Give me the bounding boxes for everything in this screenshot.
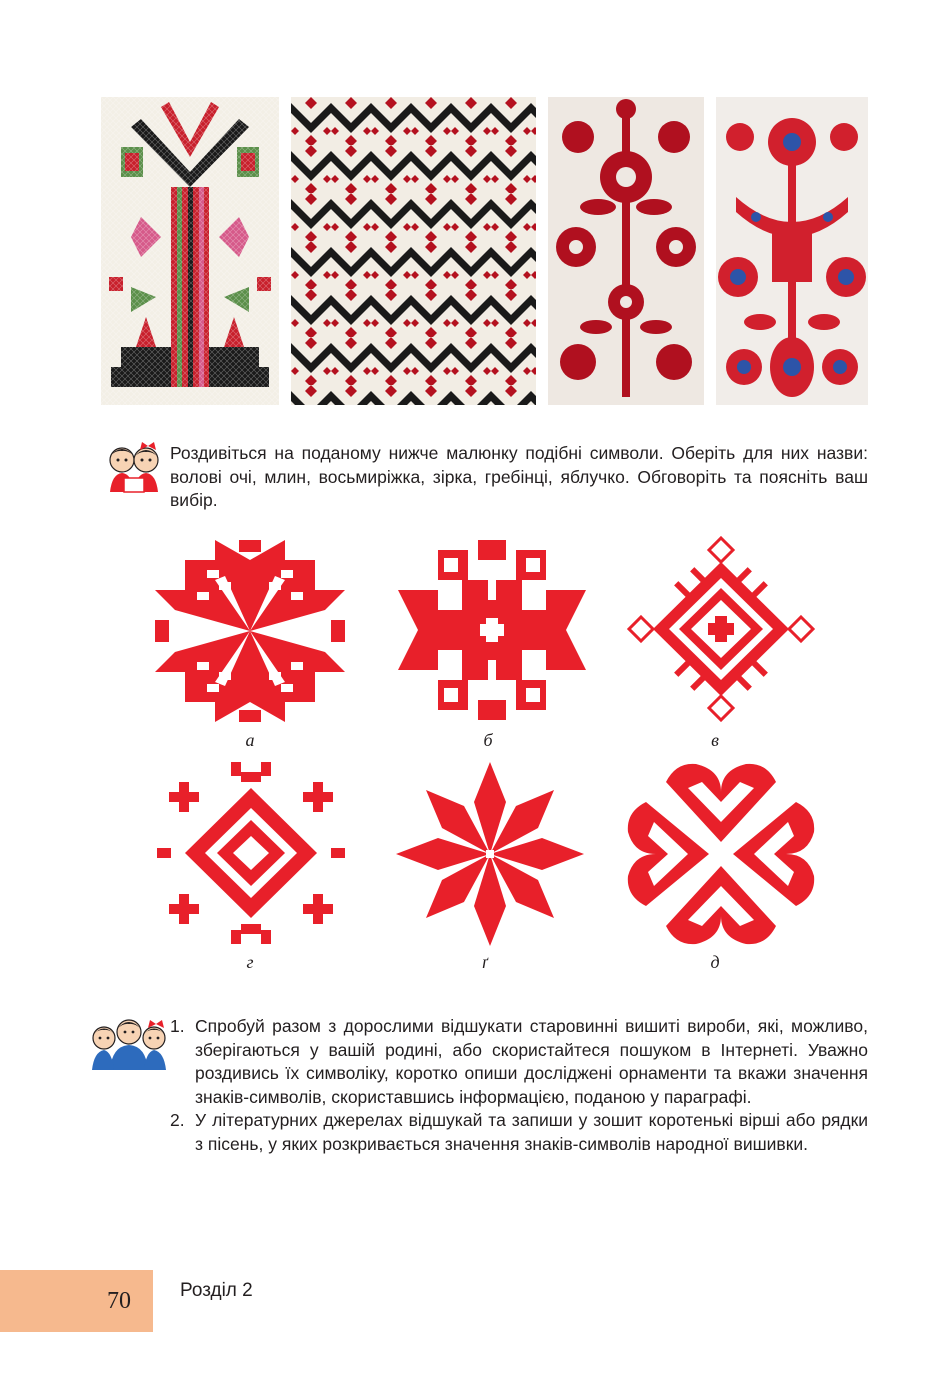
symbol-v-rhombus-ornament (627, 536, 815, 722)
symbol-label-d: д (710, 952, 720, 972)
task-item (170, 1015, 868, 1109)
task-text: У літературних джерелах відшукай та запиши у зошит коротенькі вірші або рядки з пісень, у яких розкривається значення знаків-символів народної вишивки. (195, 1110, 868, 1154)
symbol-b-mill-ornament (398, 540, 586, 720)
task-number: 1. (170, 1016, 185, 1036)
symbol-label-a: а (245, 730, 255, 750)
section-title: Розділ 2 (180, 1280, 253, 1301)
page-number-tab (0, 1270, 153, 1332)
pair-discussion-icon (104, 440, 164, 496)
symbol-h-combs-ornament (157, 762, 345, 944)
symbol-label-b: б (483, 730, 493, 750)
task-item (170, 1109, 868, 1156)
task-number: 2. (170, 1110, 185, 1130)
red-floral-embroidery-photo (548, 97, 704, 405)
discussion-paragraph: Роздивіться на поданому нижче малюнку подібні символи. Оберіть для них назви: волові очі, млин, восьмиріжка, зірка, гребінці, яблучко. Обговоріть та поясніть ваш вибір. (170, 443, 868, 510)
page-number: 70 (107, 1288, 131, 1314)
symbol-a-eight-point-ornament (155, 540, 345, 722)
task-text: Спробуй разом з дорослими відшукати старовинні вишиті вироби, які, можливо, зберігаються у вашій родині, або скористайтеся пошуком в Інтернеті. Уважно роздивись їх символіку, коротко опиши досліджені орнаменти та вкажи значення знаків-символів, скориставшись інформацією, поданою у параграфі. (195, 1016, 868, 1107)
symbol-label-v: в (711, 730, 719, 750)
group-work-icon (90, 1016, 168, 1070)
symbol-g-star-ornament (396, 762, 584, 946)
symbol-d-apple-ornament (626, 762, 816, 946)
symbol-label-g: ґ (482, 952, 488, 972)
tree-of-life-embroidery-photo (101, 97, 279, 405)
task-list (170, 1015, 868, 1156)
chevron-rhombus-embroidery-photo (291, 97, 536, 405)
red-blue-floral-embroidery-photo (716, 97, 868, 405)
symbol-label-h: г (246, 952, 254, 972)
